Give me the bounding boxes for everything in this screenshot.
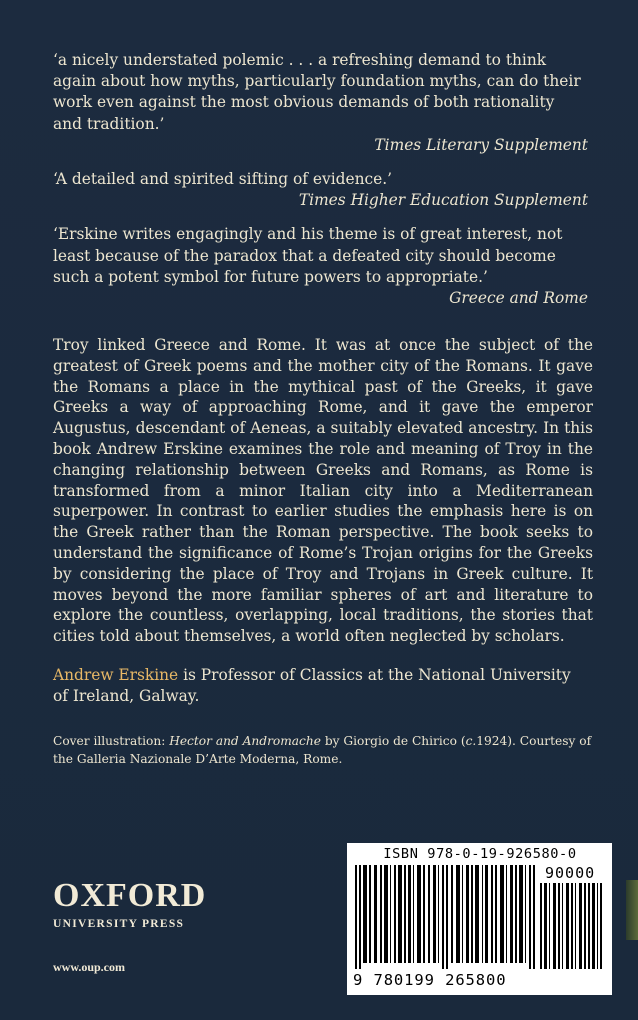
quote-source: Greece and Rome xyxy=(449,289,588,308)
review-quotes xyxy=(53,50,588,309)
author-name: Andrew Erskine xyxy=(53,666,179,684)
cover-edge-artwork xyxy=(626,880,638,940)
isbn-text: ISBN 978-0-19-926580-0 xyxy=(383,846,577,862)
price-addon-bars xyxy=(539,883,605,969)
credit-rest: 1924). Courtesy of the Galleria Nazionale D’Arte Moderna, Rome. xyxy=(53,734,592,766)
review-quote xyxy=(53,224,588,308)
ean-digits: 9 780199 265800 xyxy=(353,971,507,989)
quote-text: ‘a nicely understated polemic . . . a refreshing demand to think again about how myths, particularly foundation myths, can do their work even against the most obvious demands of both rationality and tradition.’ xyxy=(53,51,581,133)
quote-text: ‘Erskine writes engagingly and his theme is of great interest, not least because of the paradox that a defeated city should become such a potent symbol for future powers to appropriate.’ xyxy=(53,225,563,286)
publisher-url: www.oup.com xyxy=(53,960,126,974)
quote-text: ‘A detailed and spirited sifting of evidence.’ xyxy=(53,170,392,189)
price-code: 90000 xyxy=(545,864,596,882)
author-bio xyxy=(53,665,588,707)
artwork-title: Hector and Andromache xyxy=(169,734,321,748)
book-description: Troy linked Greece and Rome. It was at once the subject of the greatest of Greek poems and the mother city of the Romans. It gave the Romans a place in the mythical past of the Greeks, it gave Greeks a way of approaching Rome, and it gave the emperor Augustus, descendant of Aeneas, a suitably elevated ancestry. In this book Andrew Erskine examines the role and meaning of Troy in the changing relationship between Greeks and Romans, as Rome is transformed from a minor Italian city into a Mediterranean superpower. In contrast to earlier studies the emphasis here is on the Greek rather than the Roman perspective. The book seeks to understand the significance of Rome’s Trojan origins for the Greeks by considering the place of Troy and Trojans in Greek culture. It moves beyond the more familiar spheres of art and literature to explore the countless, overlapping, local traditions, the stories that cities told about themselves, a world often neglected by scholars. xyxy=(53,336,593,646)
publisher-press: UNIVERSITY PRESS xyxy=(53,918,185,930)
isbn-barcode xyxy=(347,843,612,995)
credit-prefix: Cover illustration: xyxy=(53,734,170,748)
review-quote xyxy=(53,50,588,156)
circa: c. xyxy=(465,734,477,748)
author-bio-text: is Professor of Classics at the National University of Ireland, Galway. xyxy=(53,666,571,705)
cover-credit xyxy=(53,732,598,768)
ean-barcode-bars xyxy=(353,865,537,969)
publisher-name: OXFORD xyxy=(53,877,207,914)
publisher-logo xyxy=(53,878,233,930)
review-quote xyxy=(53,169,588,211)
quote-source: Times Literary Supplement xyxy=(374,135,588,154)
quote-source: Times Higher Education Supplement xyxy=(298,191,588,210)
credit-by: by Giorgio de Chirico ( xyxy=(320,734,466,748)
